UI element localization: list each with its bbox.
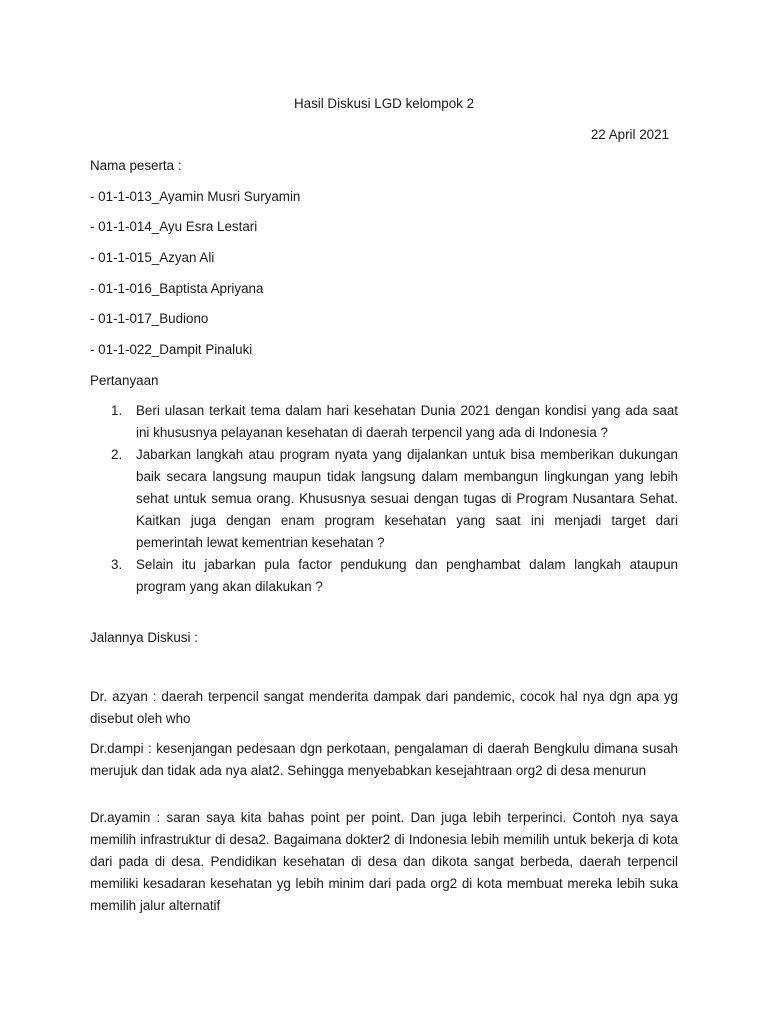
question-number: 2. — [111, 447, 123, 462]
question-item — [90, 444, 678, 554]
discussion-entry: Dr. azyan : daerah terpencil sangat menderita dampak dari pandemic, cocok hal nya dgn apa yg disebut oleh who — [90, 689, 678, 726]
question-number: 1. — [111, 403, 123, 418]
participant-item: - 01-1-017_Budiono — [90, 311, 209, 326]
participant-item: - 01-1-022_Dampit Pinaluki — [90, 342, 253, 357]
discussion-entry: Dr.ayamin : saran saya kita bahas point per point. Dan juga lebih terperinci. Contoh nya saya memilih infrastruktur di desa2. Bagaimana dokter2 di Indonesia lebih memilih untuk bekerja di kota dari pada di desa. Pendidikan kesehatan di desa dan dikota sangat berbeda, daerah terpencil memiliki kesadaran kesehatan yg lebih minim dari pada org2 di kota membuat mereka lebih suka memilih jalur alternatif — [90, 810, 678, 913]
question-text: Jabarkan langkah atau program nyata yang dijalankan untuk bisa memberikan dukungan baik secara langsung maupun tidak langsung dalam membangun lingkungan yang lebih sehat untuk semua orang. Khususnya sesuai dengan tugas di Program Nusantara Sehat. Kaitkan juga dengan enam program kesehatan yang saat ini menjadi target dari pemerintah lewat kementrian kesehatan ? — [136, 447, 678, 550]
participant-item: - 01-1-016_Baptista Apriyana — [90, 281, 264, 296]
participant-item: - 01-1-013_Ayamin Musri Suryamin — [90, 189, 301, 204]
question-number: 3. — [111, 557, 123, 572]
questions-list — [90, 400, 678, 598]
question-item — [90, 400, 678, 444]
document-title: Hasil Diskusi LGD kelompok 2 — [293, 96, 475, 111]
participant-item: - 01-1-014_Ayu Esra Lestari — [90, 219, 258, 234]
discussion-label: Jalannya Diskusi : — [90, 630, 198, 645]
question-text: Beri ulasan terkait tema dalam hari kesehatan Dunia 2021 dengan kondisi yang ada saat ini khususnya pelayanan kesehatan di daerah terpencil yang ada di Indonesia ? — [136, 403, 678, 440]
questions-label: Pertanyaan — [90, 373, 159, 388]
question-text: Selain itu jabarkan pula factor pendukung dan penghambat dalam langkah ataupun program yang akan dilakukan ? — [136, 557, 678, 594]
question-item — [90, 554, 678, 598]
participants-label: Nama peserta : — [90, 158, 182, 173]
participant-item: - 01-1-015_Azyan Ali — [90, 250, 215, 265]
document-date: 22 April 2021 — [590, 127, 669, 142]
discussion-entry: Dr.dampi : kesenjangan pedesaan dgn perkotaan, pengalaman di daerah Bengkulu dimana susah merujuk dan tidak ada nya alat2. Sehingga menyebabkan kesejahtraan org2 di desa menurun — [90, 741, 678, 778]
